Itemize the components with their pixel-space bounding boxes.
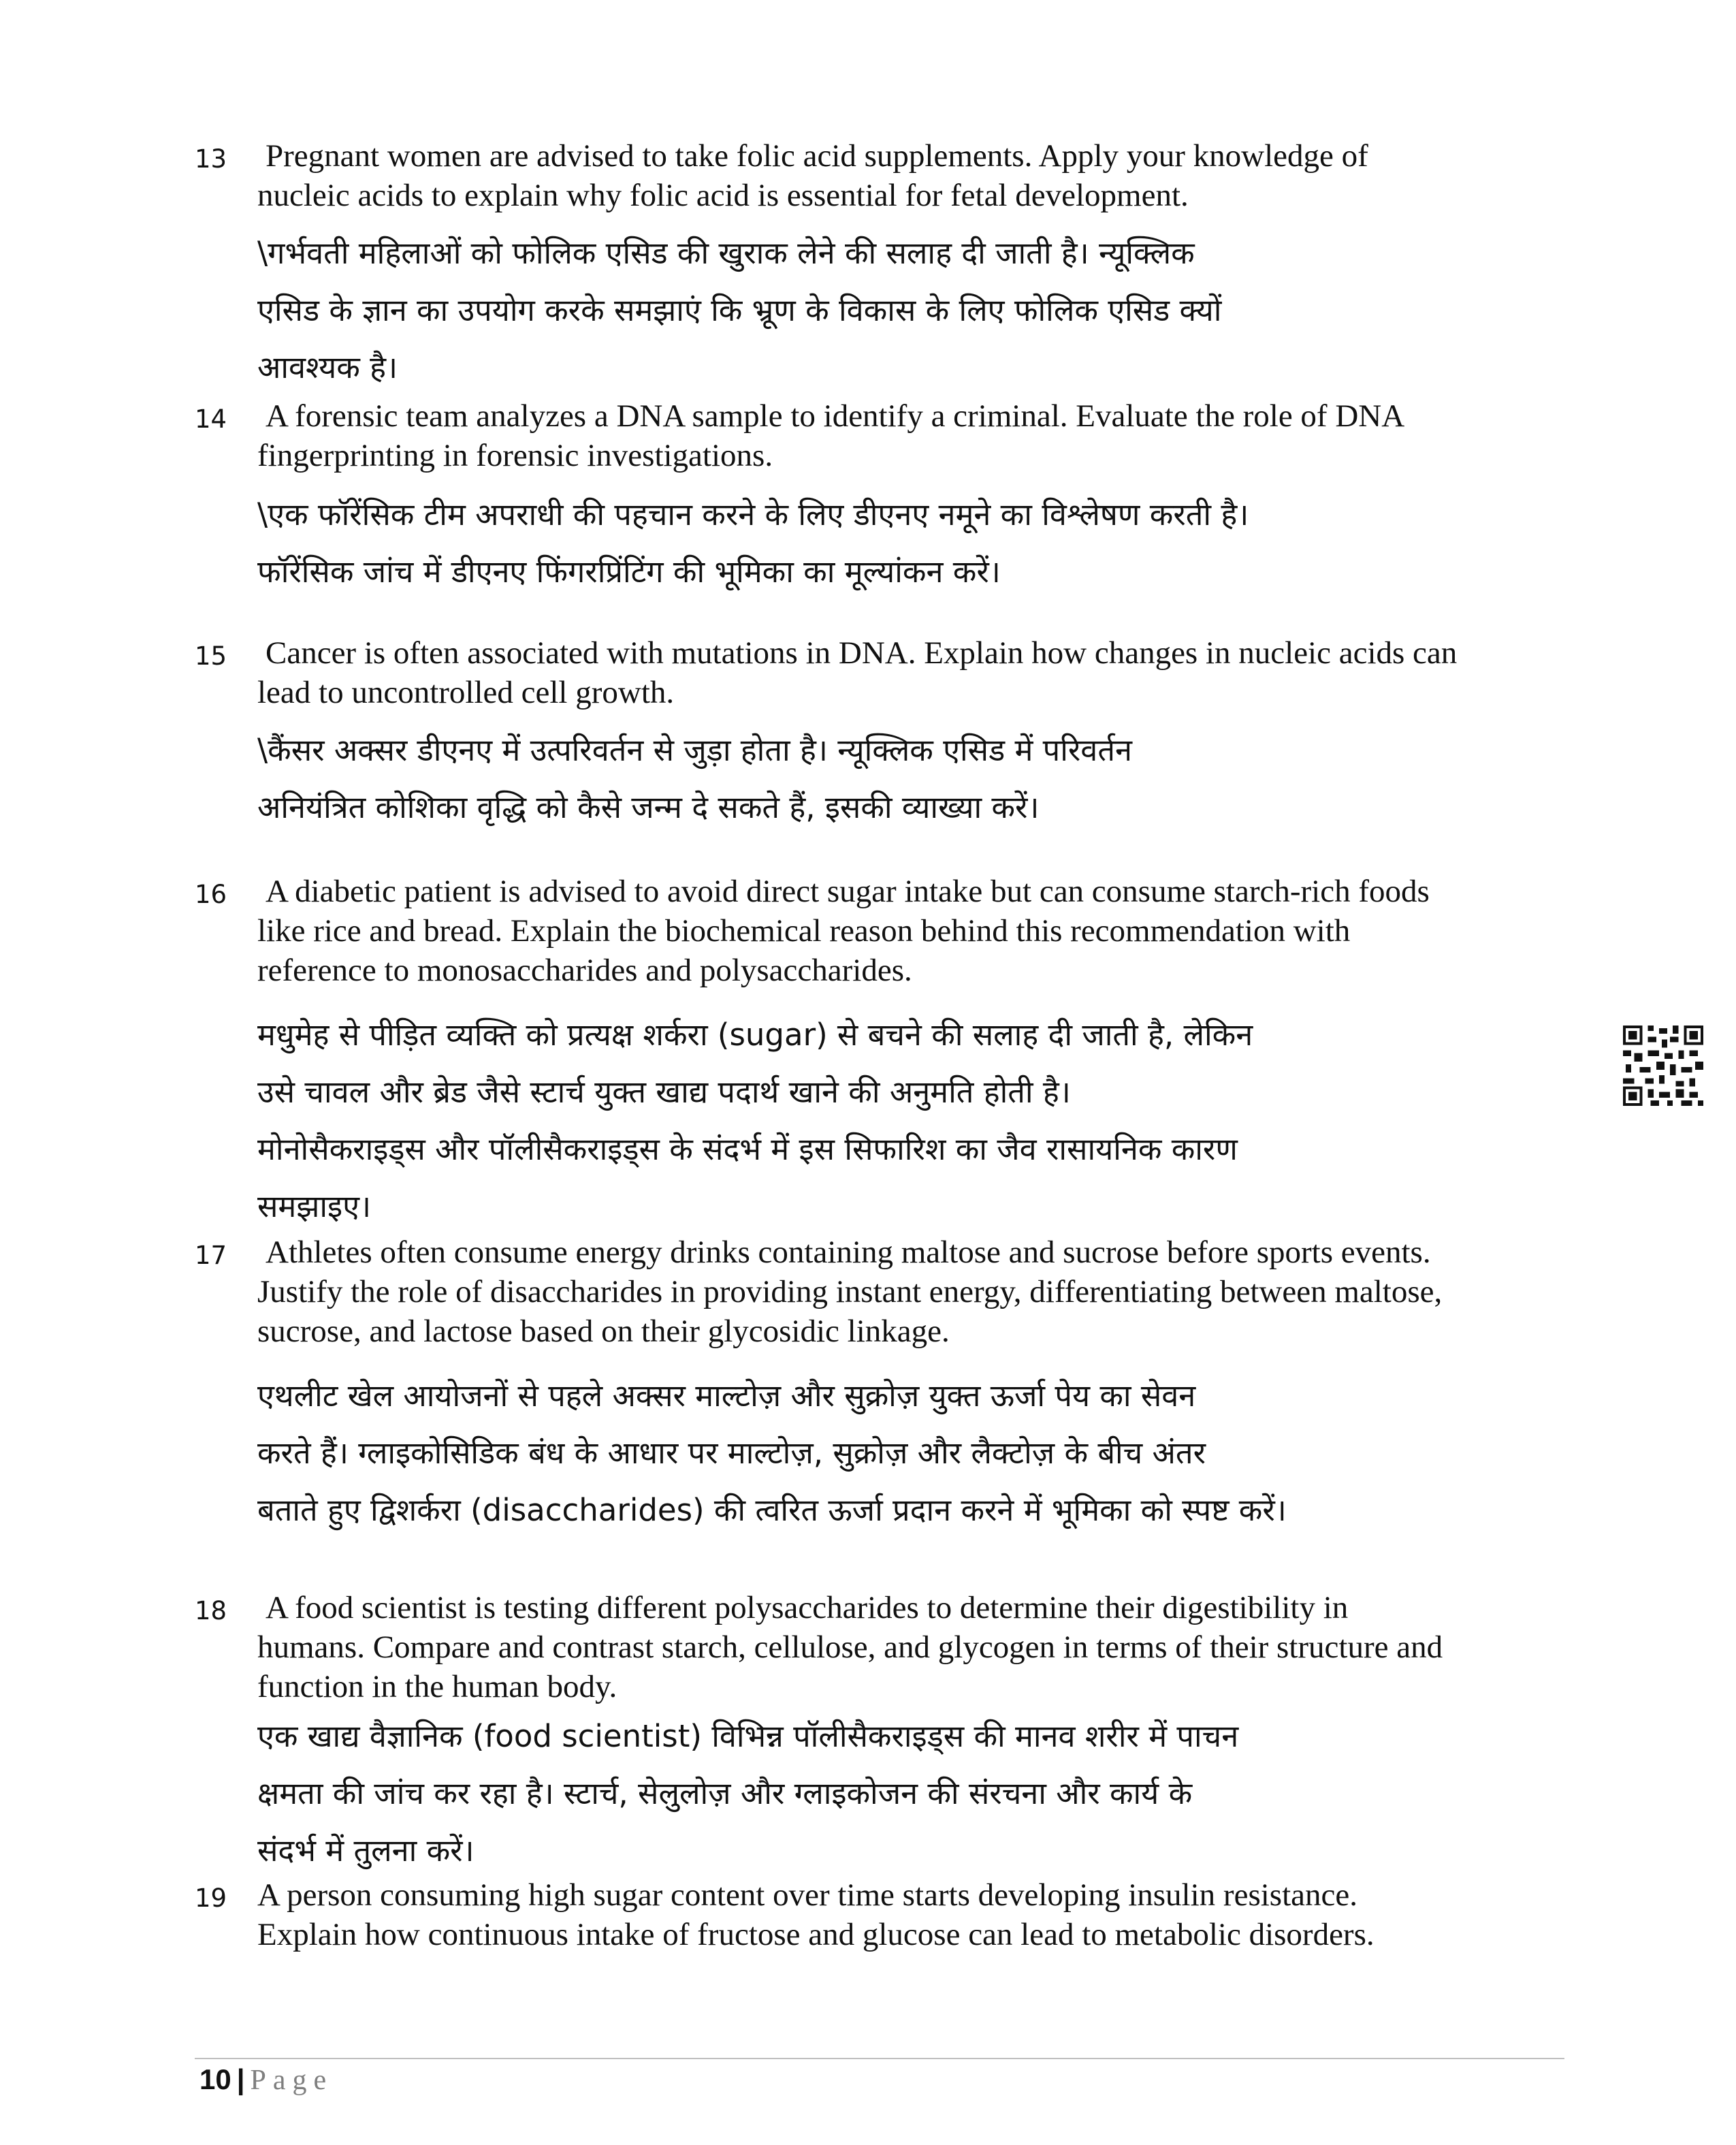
- question-text-english: [257, 1588, 1551, 1706]
- page-footer: [199, 2063, 333, 2097]
- text-line: आवश्यक है।: [257, 349, 398, 385]
- text-line: Athletes often consume energy drinks containing maltose and sucrose before sports events.: [266, 1235, 1431, 1270]
- text-line: एथलीट खेल आयोजनों से पहले अक्सर माल्टोज़ और सुक्रोज़ युक्त ऊर्जा पेय का सेवन: [257, 1378, 1196, 1414]
- text-line: A forensic team analyzes a DNA sample to identify a criminal. Evaluate the role of DNA: [266, 398, 1405, 434]
- question-text-english: [257, 1233, 1551, 1351]
- text-line: Justify the role of disaccharides in providing instant energy, differentiating between maltose,: [257, 1274, 1443, 1309]
- text-line: एसिड के ज्ञान का उपयोग करके समझाएं कि भ्रूण के विकास के लिए फोलिक एसिड क्यों: [257, 292, 1222, 328]
- text-line: \गर्भवती महिलाओं को फोलिक एसिड की खुराक लेने की सलाह दी जाती है। न्यूक्लिक: [257, 235, 1195, 271]
- question-text-hindi: [257, 1367, 1551, 1539]
- question-text-hindi: [257, 225, 1551, 396]
- text-line: अनियंत्रित कोशिका वृद्धि को कैसे जन्म दे सकते हैं, इसकी व्याख्या करें।: [257, 789, 1040, 825]
- question-number: 18: [195, 1596, 227, 1625]
- question-text-english: [257, 136, 1551, 215]
- text-line: like rice and bread. Explain the biochemical reason behind this recommendation with: [257, 913, 1351, 949]
- text-line: फॉरेंसिक जांच में डीएनए फिंगरप्रिंटिंग की भूमिका का मूल्यांकन करें।: [257, 554, 1001, 590]
- footer-divider: [195, 2058, 1564, 2059]
- question-number: 19: [195, 1884, 227, 1913]
- text-line: बताते हुए द्विशर्करा (disaccharides) की त्वरित ऊर्जा प्रदान करने में भूमिका को स्पष्ट करें।: [257, 1492, 1287, 1528]
- text-line: Pregnant women are advised to take folic acid supplements. Apply your knowledge of: [266, 138, 1368, 174]
- footer-separator: |: [236, 2063, 245, 2095]
- text-line: function in the human body.: [257, 1669, 617, 1704]
- text-line: Explain how continuous intake of fructose and glucose can lead to metabolic disorders.: [257, 1917, 1375, 1952]
- text-line: संदर्भ में तुलना करें।: [257, 1832, 475, 1869]
- question-number: 15: [195, 641, 227, 671]
- qr-code-icon: [1623, 1026, 1703, 1106]
- question-text-hindi: [257, 1006, 1551, 1235]
- text-line: एक खाद्य वैज्ञानिक (food scientist) विभिन्न पॉलीसैकराइड्स की मानव शरीर में पाचन: [257, 1718, 1239, 1754]
- question-number: 16: [195, 880, 227, 909]
- text-line: A food scientist is testing different polysaccharides to determine their digestibility in: [266, 1590, 1349, 1625]
- text-line: reference to monosaccharides and polysaccharides.: [257, 953, 912, 988]
- text-line: lead to uncontrolled cell growth.: [257, 675, 675, 710]
- page-label: Page: [250, 2065, 334, 2096]
- page-number: 10: [199, 2063, 231, 2095]
- question-text-hindi: [257, 486, 1551, 601]
- question-text-english: [257, 1875, 1551, 1954]
- text-line: करते हैं। ग्लाइकोसिडिक बंध के आधार पर माल्टोज़, सुक्रोज़ और लैक्टोज़ के बीच अंतर: [257, 1435, 1206, 1471]
- text-line: मोनोसैकराइड्स और पॉलीसैकराइड्स के संदर्भ में इस सिफारिश का जैव रासायनिक कारण: [257, 1131, 1238, 1167]
- text-line: A diabetic patient is advised to avoid direct sugar intake but can consume starch-rich foods: [266, 874, 1430, 909]
- text-line: \एक फॉरेंसिक टीम अपराधी की पहचान करने के लिए डीएनए नमूने का विश्लेषण करती है।: [257, 496, 1249, 533]
- text-line: समझाइए।: [257, 1188, 372, 1224]
- question-number: 17: [195, 1241, 227, 1270]
- question-text-english: [257, 396, 1551, 475]
- text-line: fingerprinting in forensic investigations.: [257, 438, 773, 473]
- text-line: sucrose, and lactose based on their glycosidic linkage.: [257, 1314, 950, 1349]
- text-line: nucleic acids to explain why folic acid is essential for fetal development.: [257, 178, 1189, 213]
- text-line: Cancer is often associated with mutations in DNA. Explain how changes in nucleic acids can: [266, 635, 1458, 671]
- question-text-english: [257, 633, 1551, 712]
- text-line: humans. Compare and contrast starch, cellulose, and glycogen in terms of their structure and: [257, 1630, 1443, 1665]
- text-line: मधुमेह से पीड़ित व्यक्ति को प्रत्यक्ष शर्करा (sugar) से बचने की सलाह दी जाती है, लेकिन: [257, 1017, 1253, 1053]
- question-number: 14: [195, 404, 227, 434]
- text-line: उसे चावल और ब्रेड जैसे स्टार्च युक्त खाद्य पदार्थ खाने की अनुमति होती है।: [257, 1074, 1071, 1110]
- question-text-hindi: [257, 722, 1551, 836]
- text-line: क्षमता की जांच कर रहा है। स्टार्च, सेलुलोज़ और ग्लाइकोजन की संरचना और कार्य के: [257, 1775, 1193, 1811]
- question-number: 13: [195, 144, 227, 174]
- text-line: \कैंसर अक्सर डीएनए में उत्परिवर्तन से जुड़ा होता है। न्यूक्लिक एसिड में परिवर्तन: [257, 732, 1132, 768]
- text-line: A person consuming high sugar content over time starts developing insulin resistance.: [257, 1877, 1357, 1913]
- question-text-english: [257, 872, 1551, 990]
- question-text-hindi: [257, 1708, 1551, 1879]
